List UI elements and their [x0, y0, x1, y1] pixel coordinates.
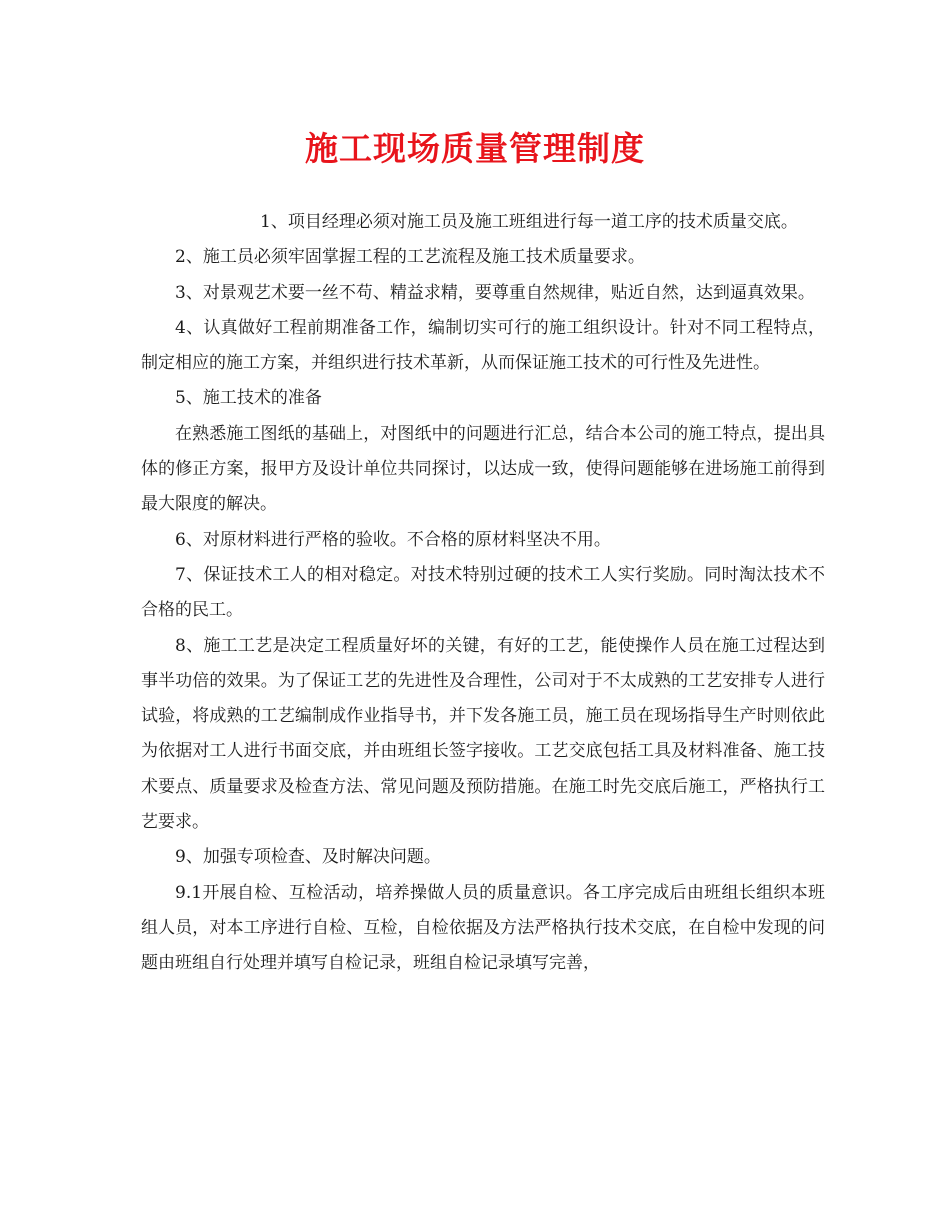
document-body	[141, 205, 825, 982]
paragraph-1: 1、项目经理必须对施工员及施工班组进行每一道工序的技术质量交底。	[260, 212, 798, 232]
paragraph-8: 8、施工工艺是决定工程质量好坏的关键，有好的工艺，能使操作人员在施工过程达到事半功倍的效果。为了保证工艺的先进性及合理性，公司对于不太成熟的工艺安排专人进行试验，将成熟的工艺编制成作业指导书，并下发各施工员，施工员在现场指导生产时则依此为依据对工人进行书面交底，并由班组长签字接收。工艺交底包括工具及材料准备、施工技术要点、质量要求及检查方法、常见问题及预防措施。在施工时先交底后施工，严格执行工艺要求。	[141, 635, 825, 833]
paragraph-9: 9、加强专项检查、及时解决问题。	[175, 847, 441, 868]
paragraph-3: 3、对景观艺术要一丝不苟、精益求精，要尊重自然规律，贴近自然，达到逼真效果。	[175, 282, 815, 303]
paragraph-6: 6、对原材料进行严格的验收。不合格的原材料坚决不用。	[175, 529, 611, 550]
paragraph-5-detail: 在熟悉施工图纸的基础上，对图纸中的问题进行汇总，结合本公司的施工特点，提出具体的修正方案，报甲方及设计单位共同探讨，以达成一致，使得问题能够在进场施工前得到最大限度的解决。	[141, 423, 825, 515]
paragraph-9-1: 9.1开展自检、互检活动，培养操做人员的质量意识。各工序完成后由班组长组织本班组人员，对本工序进行自检、互检，自检依据及方法严格执行技术交底，在自检中发现的问题由班组自行处理并填写自检记录，班组自检记录填写完善，	[141, 882, 825, 974]
paragraph-5: 5、施工技术的准备	[175, 388, 322, 409]
document-title: 施工现场质量管理制度	[305, 129, 645, 168]
paragraph-7: 7、保证技术工人的相对稳定。对技术特别过硬的技术工人实行奖励。同时淘汰技术不合格的民工。	[141, 564, 825, 621]
paragraph-2: 2、施工员必须牢固掌握工程的工艺流程及施工技术质量要求。	[175, 247, 645, 268]
paragraph-4: 4、认真做好工程前期准备工作，编制切实可行的施工组织设计。针对不同工程特点，制定相应的施工方案，并组织进行技术革新，从而保证施工技术的可行性及先进性。	[141, 317, 825, 374]
